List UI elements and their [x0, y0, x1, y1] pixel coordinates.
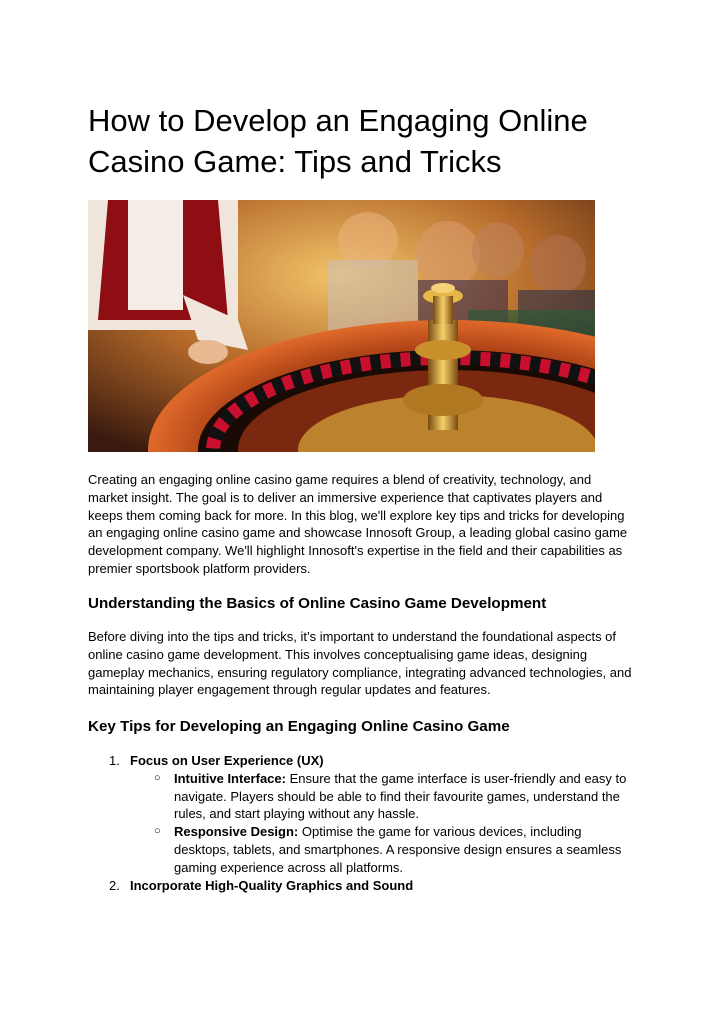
- list-item-label: Focus on User Experience (UX): [130, 753, 324, 768]
- sub-item-term: Responsive Design:: [174, 824, 299, 840]
- tips-list: [88, 752, 633, 894]
- sub-item-term: Intuitive Interface:: [174, 770, 286, 786]
- section-heading-key-tips: Key Tips for Developing an Engaging Online Casino Game: [88, 718, 510, 735]
- list-item: [88, 877, 633, 895]
- list-number: 1.: [109, 753, 120, 768]
- page-title: How to Develop an Engaging Online Casino Game: Tips and Tricks: [88, 103, 588, 179]
- roulette-photo: [88, 200, 595, 452]
- sub-item-text: Ensure that the game interface is user-friendly and easy to navigate. Players should be able to find their favourite games, understand the rules, and start playing without any hassle.: [174, 770, 627, 822]
- section-heading-basics: Understanding the Basics of Online Casino Game Development: [88, 595, 547, 612]
- hollow-bullet-icon: ○: [154, 771, 161, 784]
- sub-list-item: [88, 770, 633, 823]
- hero-image-roulette: [88, 200, 595, 452]
- list-item: [88, 752, 633, 770]
- list-item-label: Incorporate High-Quality Graphics and Sound: [130, 877, 414, 893]
- intro-paragraph: Creating an engaging online casino game requires a blend of creativity, technology, and market insight. The goal is to deliver an immersive experience that captivates players and keeps them coming back for more. In this blog, we'll explore key tips and tricks for developing an engaging online casino game and showcase Innosoft Group, a leading global casino game development company. We'll highlight Innosoft's expertise in the field and their capabilities as premier sportsbook platform providers.: [88, 472, 628, 576]
- list-number: 2.: [109, 877, 120, 893]
- sub-item-text: Optimise the game for various devices, including desktops, tablets, and smartphones. A responsive design ensures a seamless gaming experience across all platforms.: [174, 824, 622, 875]
- basics-paragraph: Before diving into the tips and tricks, it’s important to understand the foundational aspects of online casino game development. This involves conceptualising game ideas, designing gameplay mechanics, ensuring regulatory compliance, integrating advanced technologies, and maintaining player engagement through regular updates and features.: [88, 629, 632, 698]
- sub-list-item: [88, 823, 633, 876]
- hollow-bullet-icon: ○: [154, 825, 161, 838]
